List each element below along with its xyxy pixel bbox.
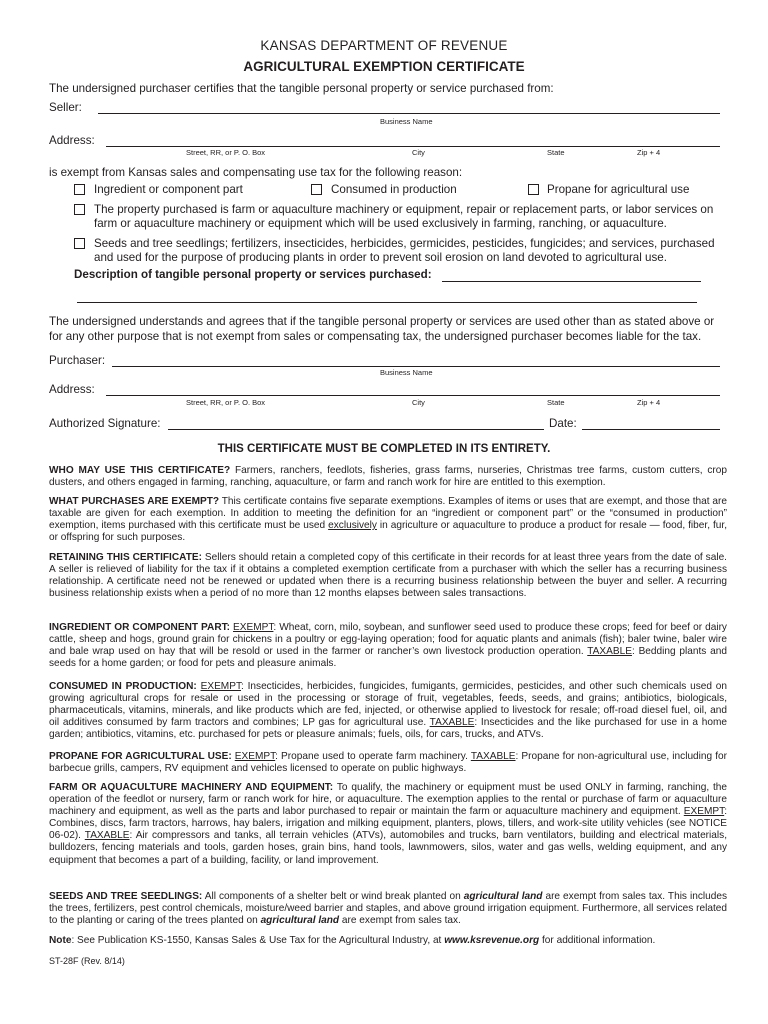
seeds-section — [49, 891, 727, 927]
what-purchases-section — [49, 496, 727, 544]
machinery-taxable-text: : Air compressors and tanks, all terrain vehicles (ATVs), automobiles and trucks, barn ventilators, building and electrical materials, bulldozers, fencing materials and tools, garden hoses, grain bins, hand tools, lawnmowers, silos, water and gas wells, welding equipment, and any equipment that becomes a part of a building, facility, or land improvement. — [49, 830, 727, 866]
seeds-ag-land-1: agricultural land — [463, 891, 543, 902]
machinery-checkbox[interactable] — [74, 204, 85, 215]
ingredient-heading: INGREDIENT OR COMPONENT PART: — [49, 622, 231, 633]
ingredient-section — [49, 622, 727, 670]
seeds-text-2: are exempt from sales tax. This includes the trees, fertilizers, pest control chemicals, moisture/weed barrier and staples, and above ground irrigation equipment. Furthermore, all services related to the planting or caring of the trees planted on — [49, 891, 728, 927]
seeds-line-1: Seeds and tree seedlings; fertilizers, insecticides, herbicides, germicides, pesticides, fungicides; and services, purchased — [94, 237, 715, 250]
agency-name: KANSAS DEPARTMENT OF REVENUE — [260, 38, 508, 53]
seeds-text-1: All components of a shelter belt or wind break planted on — [204, 891, 461, 902]
date-label: Date: — [549, 417, 577, 430]
date-field[interactable] — [582, 429, 720, 430]
note-text-1: : See Publication KS-1550, Kansas Sales & Use Tax for the Agricultural Industry, at — [71, 935, 442, 946]
purchaser-business-name-caption: Business Name — [380, 368, 433, 377]
consumed-exempt-label: EXEMPT — [200, 681, 241, 692]
purchaser-zip-caption: Zip + 4 — [637, 398, 661, 407]
seller-state-caption: State — [547, 148, 565, 157]
machinery-taxable-label: TAXABLE — [84, 830, 130, 842]
who-may-use-section — [49, 465, 727, 489]
seeds-text-3: are exempt from sales tax. — [341, 915, 461, 927]
seeds-heading: SEEDS AND TREE SEEDLINGS: — [49, 891, 203, 902]
form-number: ST-28F (Rev. 8/14) — [49, 956, 125, 966]
description-label: Description of tangible personal property or services purchased: — [74, 268, 432, 281]
ingredient-exempt-label: EXEMPT — [233, 622, 274, 633]
seller-address-label: Address: — [49, 134, 95, 147]
seeds-checkbox[interactable] — [74, 238, 85, 249]
seeds-line-2: and used for the purpose of producing plants in order to prevent soil erosion on land devoted to agricultural use. — [94, 251, 667, 264]
retaining-section — [49, 552, 727, 600]
exempt-statement: is exempt from Kansas sales and compensating use tax for the following reason: — [49, 166, 463, 179]
purchaser-street-caption: Street, RR, or P. O. Box — [186, 398, 266, 407]
ingredient-checkbox[interactable] — [74, 184, 85, 195]
ingredient-exempt-text: : Wheat, corn, milo, soybean, and sunflower seed used to produce these crops; feed for beef or dairy cattle, sheep and hogs, ground grain for chickens in a poultry or egg-laying operation; food for aquatic plants and animals (fish); baler twine, baler wire and bale wrap used on hay that will be resold or used in the farmer or rancher’s own livestock production operation. — [49, 622, 727, 658]
ksrevenue-link[interactable]: www.ksrevenue.org — [444, 935, 540, 946]
note-section — [49, 935, 727, 947]
consumed-taxable-text: : Insecticides and the like purchased for use in a home garden; antibiotics, vitamins, etc. purchased for pets or pleasure animals; fuels, oils, for cars, trucks, and ATVs. — [49, 717, 728, 741]
consumed-label: Consumed in production — [331, 183, 457, 196]
consumed-exempt-text: : Insecticides, herbicides, fungicides, fumigants, germicides, pesticides, and other such chemicals used on growing agricultural crops for resale or used in the processing or storage of fruit, vegetables, feeds, seeds, and grains; antibiotics, biologicals, pharmaceuticals, vitamins, minerals, and like products which are fed, injected, or otherwise applied to livestock for resale; off-road diesel fuel, oil, and oil additives consumed by farm tractors and combines; LP gas for agricultural use. — [49, 681, 727, 729]
ingredient-taxable-label: TAXABLE — [587, 646, 632, 658]
retain-text: Sellers should retain a completed copy of this certificate in their records for at least three years from the date of sale. A seller is relieved of liability for the tax if it obtains a completed exemption certificate from a purchaser with which the seller has a recurring business relationship. A certificate need not be renewed or updated when there is a recurring business relationship between the buyer and seller. A recurring business relationship exists when a period of no more than 12 months elapses between sales transactions. — [49, 552, 727, 600]
propane-taxable-text: : Propane for non-agricultural use, including for barbecue grills, campers, RV equipment and vehicles licensed to operate on public highways. — [49, 751, 727, 775]
machinery-text: To qualify, the machinery or equipment must be used ONLY in farming, ranching, the operation of the feedlot or nursery, farm or ranch work for hire, or aquaculture. The exemption applies to the rental or purchase of farm or aquaculture machinery and equipment, as well as the parts and labor purchased to repair or maintain the farm or aquaculture machinery and equipment. — [49, 782, 728, 818]
consumed-checkbox[interactable] — [311, 184, 322, 195]
description-field-2[interactable] — [77, 302, 697, 303]
intro-text: The undersigned purchaser certifies that the tangible personal property or service purchased from: — [49, 82, 554, 95]
ingredient-taxable-text: : Bedding plants and seeds for a home garden; or food for pets and pleasure animals. — [49, 646, 727, 670]
machinery-heading: FARM OR AQUACULTURE MACHINERY AND EQUIPMENT: — [49, 782, 334, 793]
machinery-exempt-label: EXEMPT — [683, 806, 725, 818]
machinery-line-1: The property purchased is farm or aquaculture machinery or equipment, repair or replacement parts, or labor services on — [94, 203, 714, 216]
propane-taxable-label: TAXABLE — [470, 751, 516, 762]
propane-section — [49, 751, 727, 775]
signature-field[interactable] — [168, 429, 544, 430]
consumed-heading: CONSUMED IN PRODUCTION: — [49, 681, 197, 692]
propane-heading: PROPANE FOR AGRICULTURAL USE: — [49, 751, 232, 762]
ingredient-label: Ingredient or component part — [94, 183, 243, 196]
what-text-1: This certificate contains five separate exemptions. Examples of items or uses that are exempt, and those that are taxable are given for each exemption. In addition to meeting the definition for an “ingredient or component part” or the “consumed in production” exemption, items purchased with this certificate must be used — [49, 496, 728, 532]
propane-label: Propane for agricultural use — [547, 183, 690, 196]
propane-checkbox[interactable] — [528, 184, 539, 195]
liability-line-1: The undersigned understands and agrees that if the tangible personal property or services are used other than as stated above or — [49, 315, 715, 328]
seller-address-field[interactable] — [106, 146, 720, 147]
note-heading: Note — [49, 935, 72, 946]
retain-heading: RETAINING THIS CERTIFICATE: — [49, 552, 202, 563]
machinery-exempt-text: : Combines, discs, farm tractors, harrows, hay balers, irrigation and milking equipment, planters, plows, tillers, and work-site utility vehicles (see NOTICE 06-02). — [49, 806, 727, 842]
purchaser-state-caption: State — [547, 398, 565, 407]
note-text-2: for additional information. — [542, 935, 656, 946]
seller-business-name-caption: Business Name — [380, 117, 433, 126]
seller-city-caption: City — [412, 148, 425, 157]
what-heading: WHAT PURCHASES ARE EXEMPT? — [49, 496, 220, 507]
signature-label: Authorized Signature: — [49, 417, 161, 430]
purchaser-name-field[interactable] — [112, 366, 720, 367]
propane-exempt-text: : Propane used to operate farm machinery. — [275, 751, 468, 762]
consumed-taxable-label: TAXABLE — [429, 717, 475, 729]
purchaser-city-caption: City — [412, 398, 425, 407]
what-text-2: in agriculture or aquaculture to produce a product for resale — food, fiber, fur, or offspring for such purposes. — [49, 520, 727, 544]
consumed-section — [49, 681, 727, 741]
propane-exempt-label: EXEMPT — [234, 751, 276, 762]
liability-line-2: for any other purpose that is not exempt from sales or compensating tax, the undersigned purchaser becomes liable for the tax. — [49, 330, 702, 343]
seller-name-field[interactable] — [98, 113, 720, 114]
seller-street-caption: Street, RR, or P. O. Box — [186, 148, 266, 157]
seller-label: Seller: — [49, 101, 82, 114]
purchaser-address-field[interactable] — [106, 395, 720, 396]
seeds-ag-land-2: agricultural land — [260, 915, 340, 927]
description-field-1[interactable] — [442, 281, 701, 282]
who-heading: WHO MAY USE THIS CERTIFICATE? — [49, 465, 231, 476]
must-complete-heading: THIS CERTIFICATE MUST BE COMPLETED IN ITS ENTIRETY. — [217, 443, 551, 455]
form-title: AGRICULTURAL EXEMPTION CERTIFICATE — [243, 59, 525, 74]
seller-zip-caption: Zip + 4 — [637, 148, 661, 157]
purchaser-address-label: Address: — [49, 383, 95, 396]
machinery-line-2: farm or aquaculture machinery or equipment which will be used exclusively in farming, ranching, or aquaculture. — [94, 217, 667, 230]
who-text: Farmers, ranchers, feedlots, fisheries, grass farms, nurseries, Christmas tree farms, custom cutters, crop dusters, and others engaged in farming, ranching, aquaculture, or farm and ranch work for hire are entitled to this exemption. — [49, 465, 727, 489]
what-exclusively: exclusively — [328, 520, 377, 532]
machinery-section — [49, 782, 727, 867]
purchaser-label: Purchaser: — [49, 354, 106, 367]
